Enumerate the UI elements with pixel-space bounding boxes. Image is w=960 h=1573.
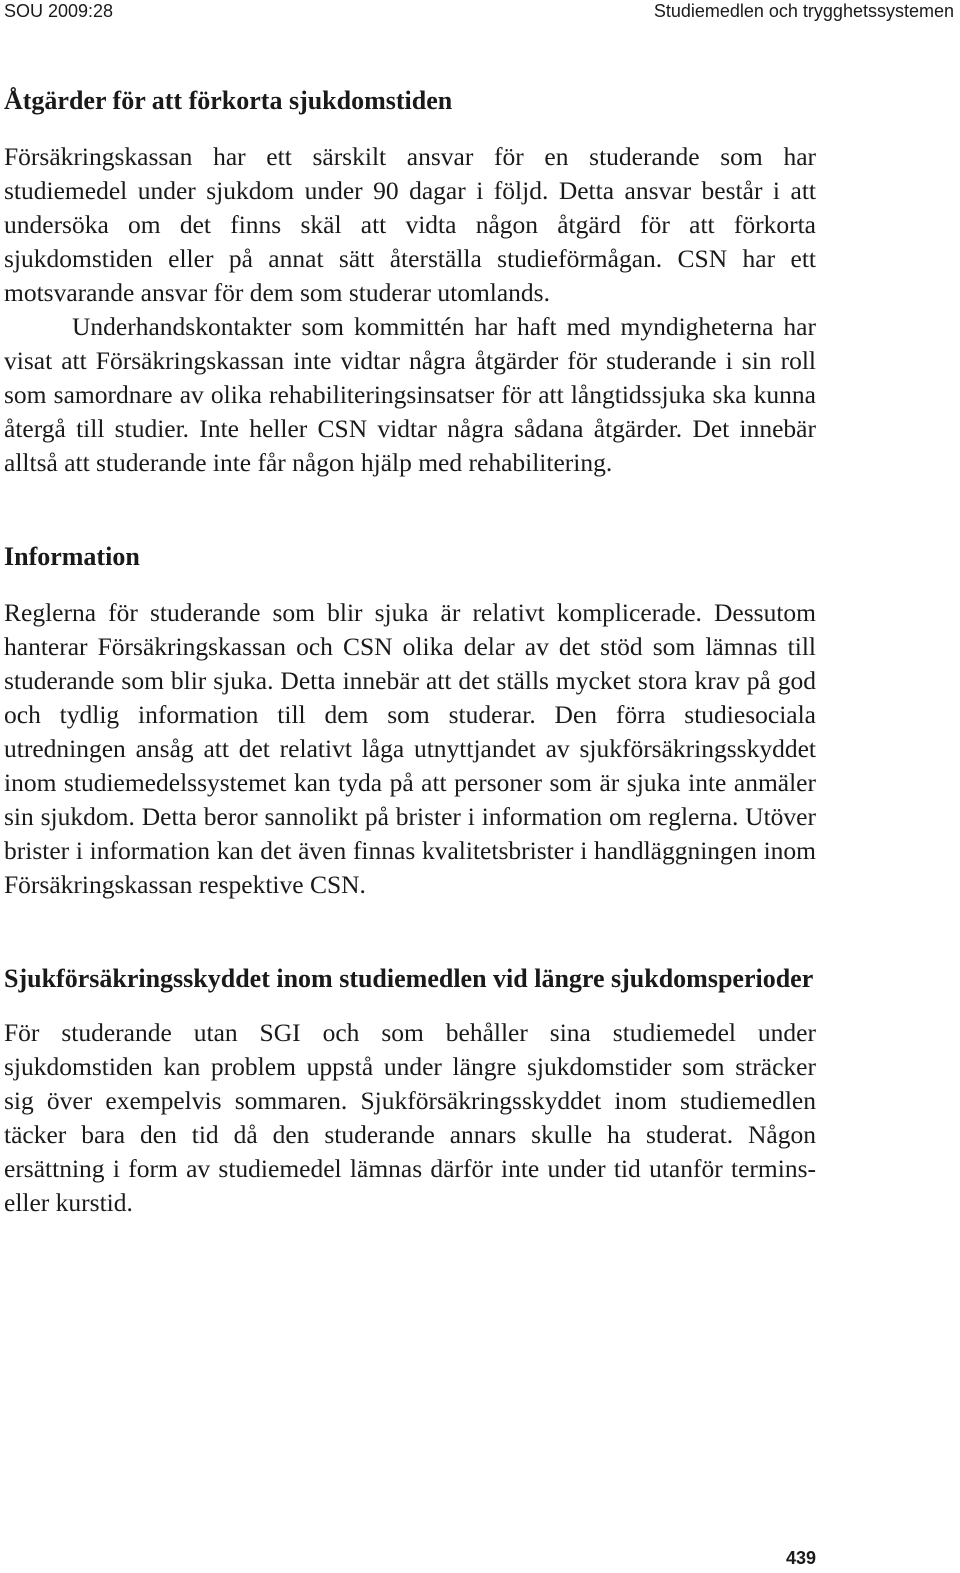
- page-body: [4, 84, 816, 1220]
- paragraph: Försäkringskassan har ett särskilt ansvar för en studerande som har studiemedel under sjukdom under 90 dagar i följd. Detta ansvar består i att undersöka om det finns skäl att vidta någon åtgärd för att förkorta sjukdomstiden eller på annat sätt återställa studieförmågan. CSN har ett motsvarande ansvar för dem som studerar utomlands.: [4, 142, 816, 307]
- section-information: [4, 540, 816, 902]
- paragraph: För studerande utan SGI och som behåller sina studiemedel under sjukdomstiden kan problem uppstå under längre sjukdomstider som sträcker sig över exempelvis sommaren. Sjukförsäkringsskyddet inom studiemedlen täcker bara den tid då den studerande annars skulle ha studerat. Någon ersättning i form av studiemedel lämnas därför inte under tid utanför termins- eller kurstid.: [4, 1018, 816, 1217]
- paragraph: Underhandskontakter som kommittén har haft med myndigheterna har visat att Försäkringskassan inte vidtar några åtgärder för studerande i sin roll som samordnare av olika rehabiliteringsinsatser för att långtidssjuka ska kunna återgå till studier. Inte heller CSN vidtar några sådana åtgärder. Det innebär alltså att studerande inte får någon hjälp med rehabilitering.: [4, 312, 816, 477]
- running-header: [0, 0, 960, 22]
- document-reference: SOU 2009:28: [4, 1, 114, 21]
- page-number: 439: [785, 1548, 816, 1568]
- chapter-title: Studiemedlen och trygghetssystemen: [653, 1, 954, 21]
- section-sjukforsakringsskyddet: [4, 962, 816, 1220]
- paragraph: Reglerna för studerande som blir sjuka är relativt komplicerade. Dessutom hanterar Försäkringskassan och CSN olika delar av det stöd som lämnas till studerande som blir sjuka. Detta innebär att det ställs mycket stora krav på god och tydlig information till dem som studerar. Den förra studiesociala utredningen ansåg att det relativt låga utnyttjandet av sjukförsäkringsskyddet inom studiemedelssystemet kan tyda på att personer som är sjuka inte anmäler sin sjukdom. Detta beror sannolikt på brister i information om reglerna. Utöver brister i information kan det även finnas kvalitetsbrister i handläggningen inom Försäkringskassan respektive CSN.: [4, 598, 816, 899]
- section-heading: Åtgärder för att förkorta sjukdomstiden: [4, 86, 453, 115]
- section-atgarder: [4, 84, 816, 480]
- section-heading: Sjukförsäkringsskyddet inom studiemedlen vid längre sjukdomsperioder: [4, 964, 814, 993]
- section-heading: Information: [4, 542, 140, 571]
